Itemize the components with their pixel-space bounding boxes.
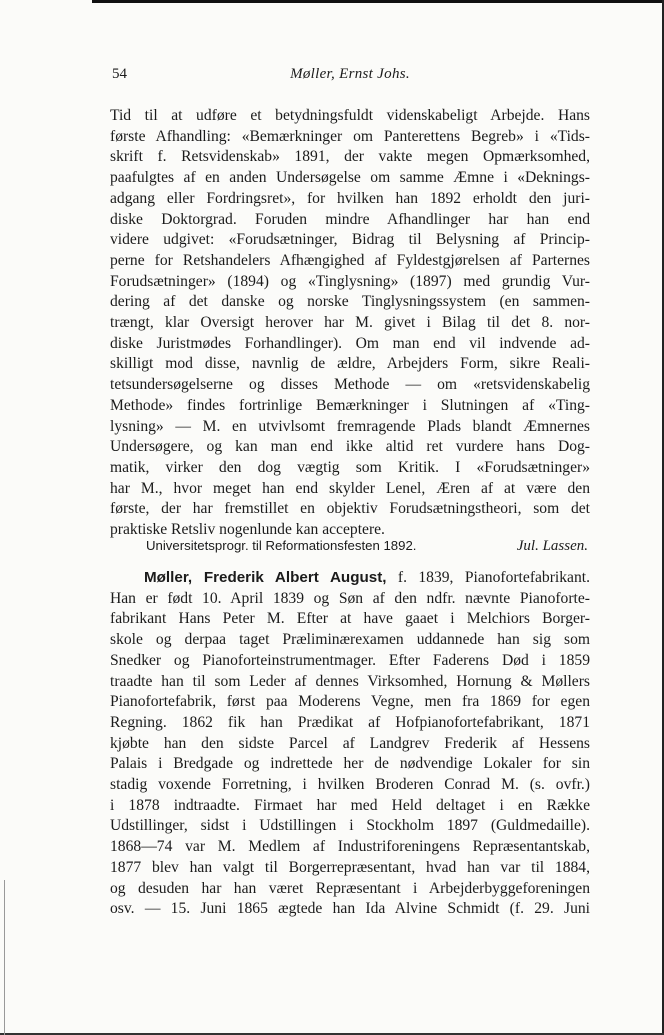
scan-edge-left	[4, 880, 5, 1035]
text-line: matik, virker den dog vægtig som Kritik. I «Forudsætninger»	[110, 458, 590, 476]
text-line: dering af det danske og norske Tinglysningssystem (en sammen-	[110, 293, 590, 311]
entry-source-line	[146, 538, 590, 558]
author-signature: Jul. Lassen.	[516, 538, 588, 554]
text-line: 1868—74 var M. Medlem af Industriforeningens Repræsentantskab,	[110, 838, 590, 856]
source-reference: Universitetsprogr. til Reformationsfesten 1892.	[146, 538, 417, 553]
text-line: kjøbte han den sidste Parcel af Landgrev Frederik af Hessens	[110, 734, 590, 752]
entry-first-line-text: f. 1839, Pianofortefabrikant.	[386, 569, 590, 586]
text-line: første, der har fremstillet en objektiv Forudsætningstheori, som det	[110, 500, 590, 518]
text-line: Snedker og Pianoforteinstrumentmager. Efter Faderens Død i 1859	[110, 651, 590, 669]
entry-moller-ernst-continuation	[110, 106, 590, 541]
running-title: Møller, Ernst Johs.	[290, 66, 410, 82]
text-line: 1877 blev han valgt til Borgerrepræsentant, hvad han var til 1884,	[110, 858, 590, 876]
scan-edge-top	[92, 0, 664, 3]
text-line: skrift f. Retsvidenskab» 1891, der vakte megen Opmærksomhed,	[110, 148, 590, 166]
text-line: osv. — 15. Juni 1865 ægtede han Ida Alvine Schmidt (f. 29. Juni	[110, 900, 590, 918]
entry-headword: Møller, Frederik Albert August,	[144, 569, 387, 586]
text-line: Methode» findes fortrinlige Bemærkninger i Slutningen af «Ting-	[110, 396, 590, 414]
text-line: perne for Retshandelers Afhængighed af Fyldestgjørelsen af Parternes	[110, 251, 590, 269]
text-line: i 1878 indtraadte. Firmaet har med Held deltaget i en Række	[110, 796, 590, 814]
text-line: diske Doktorgrad. Foruden mindre Afhandlinger har han end	[110, 210, 590, 228]
text-line: fabrikant Hans Peter M. Efter at have gaaet i Melchiors Borger-	[110, 610, 590, 628]
text-line: videre udgivet: «Forudsætninger, Bidrag til Belysning af Princip-	[110, 231, 590, 249]
text-line: Regning. 1862 fik han Prædikat af Hofpianofortefabrikant, 1871	[110, 713, 590, 731]
text-line: Pianofortefabrik, først paa Moderens Vegne, men fra 1869 for egen	[110, 693, 590, 711]
page-number: 54	[112, 66, 127, 82]
text-line: stadig voxende Forretning, i hvilken Broderen Conrad M. (s. ovfr.)	[110, 776, 590, 794]
page-header	[110, 66, 590, 88]
entry-first-line	[110, 568, 590, 589]
text-line: skole og derpaa taget Præliminærexamen uddannede han sig som	[110, 631, 590, 649]
text-line: praktiske Retsliv nogenlunde kan acceptere.	[110, 521, 385, 539]
text-line: skilligt mod disse, navnlig de ældre, Arbejders Form, sikre Reali-	[110, 355, 590, 373]
text-line: første Afhandling: «Bemærkninger om Panterettens Begreb» i «Tids-	[110, 127, 590, 145]
entry-moller-frederik	[110, 568, 590, 920]
text-line: traadte han til som Leder af dennes Virksomhed, Hornung & Møllers	[110, 672, 590, 690]
text-line: Undersøgere, og kan man end ikke altid ret vurdere hans Dog-	[110, 438, 590, 456]
text-line: diske Juristmødes Forhandlinger). Om man end vil indvende ad-	[110, 334, 590, 352]
text-line: adgang eller Fordringsret», for hvilken han 1892 erholdt den juri-	[110, 189, 590, 207]
text-line: Han er født 10. April 1839 og Søn af den ndfr. nævnte Pianoforte-	[110, 589, 590, 607]
text-line: Forudsætninger» (1894) og «Tinglysning» (1897) med grundig Vur-	[110, 272, 590, 290]
text-line: paafulgtes af en anden Undersøgelse om samme Æmne i «Deknings-	[110, 169, 590, 187]
text-line: Tid til at udføre et betydningsfuldt videnskabeligt Arbejde. Hans	[110, 107, 590, 124]
text-line: har M., hvor meget han end skylder Lenel, Æren af at være den	[110, 479, 590, 497]
entry-body	[110, 589, 590, 920]
text-line: trængt, klar Oversigt herover har M. givet i Bilag til det 8. nor-	[110, 314, 590, 332]
text-line: tetsundersøgelserne og disses Methode — om «retsvidenskabelig	[110, 376, 590, 394]
text-line: lysning» — M. en utvivlsomt fremragende Plads blandt Æmnernes	[110, 417, 590, 435]
text-line: og desuden har han været Repræsentant i Arbejderbyggeforeningen	[110, 879, 590, 897]
text-line: Palais i Bredgade og indrettede her de nødvendige Lokaler for sin	[110, 755, 590, 773]
text-line: Udstillinger, sidst i Udstillingen i Stockholm 1897 (Guldmedaille).	[110, 817, 590, 835]
